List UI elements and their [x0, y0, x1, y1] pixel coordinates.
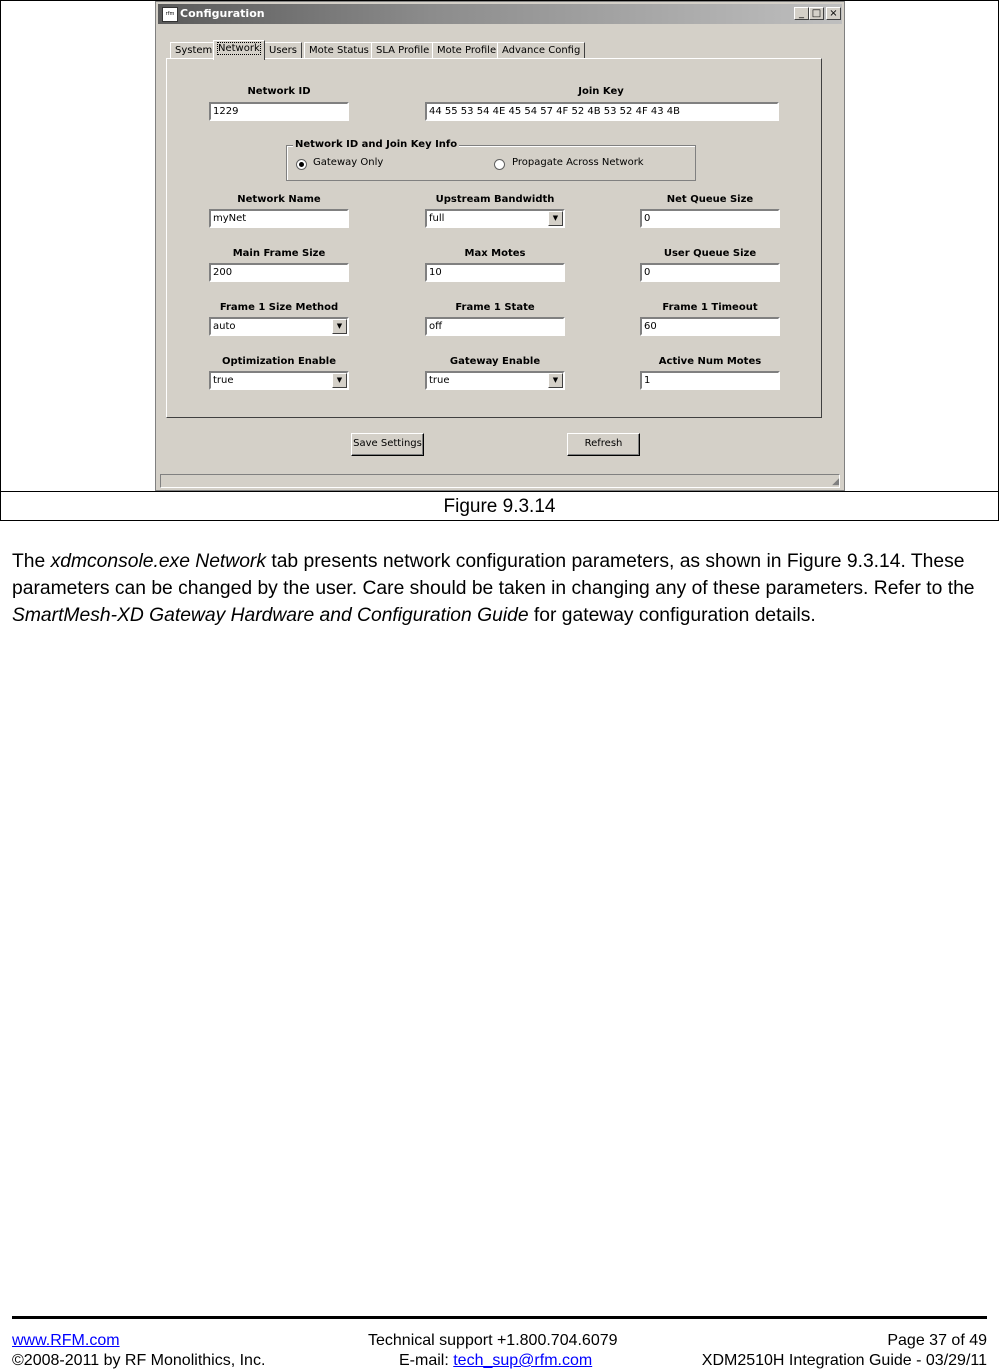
chevron-down-icon[interactable]: ▼ — [548, 211, 563, 226]
tab-advance-config[interactable]: Advance Config — [497, 42, 585, 59]
frame1-timeout-input[interactable]: 60 — [640, 317, 780, 336]
chevron-down-icon[interactable]: ▼ — [332, 319, 347, 334]
upstream-bandwidth-select[interactable]: full ▼ — [425, 209, 565, 228]
network-id-label: Network ID — [247, 86, 311, 97]
active-num-motes-input[interactable]: 1 — [640, 371, 780, 390]
network-name-input[interactable]: myNet — [209, 209, 349, 228]
active-num-motes-label: Active Num Motes — [658, 356, 762, 367]
page-number: Page 37 of 49 — [887, 1332, 987, 1349]
frame1-state-input[interactable]: off — [425, 317, 565, 336]
gateway-enable-select[interactable]: true ▼ — [425, 371, 565, 390]
window-title: Configuration — [180, 7, 265, 20]
close-button[interactable]: × — [826, 7, 841, 20]
net-queue-size-input[interactable]: 0 — [640, 209, 780, 228]
website-link[interactable]: www.RFM.com — [12, 1332, 120, 1349]
join-key-label: Join Key — [578, 86, 624, 97]
tab-mote-status[interactable]: Mote Status — [304, 42, 374, 59]
main-frame-size-input[interactable]: 200 — [209, 263, 349, 282]
chevron-down-icon[interactable]: ▼ — [332, 373, 347, 388]
frame1-timeout-label: Frame 1 Timeout — [662, 302, 758, 313]
figure-caption: Figure 9.3.14 — [443, 496, 556, 517]
join-key-input[interactable]: 44 55 53 54 4E 45 54 57 4F 52 4B 53 52 4F 43 4B — [425, 102, 779, 121]
propagate-radio[interactable] — [494, 159, 505, 170]
chevron-down-icon[interactable]: ▼ — [548, 373, 563, 388]
maximize-button[interactable]: □ — [809, 7, 824, 20]
optimization-enable-select[interactable]: true ▼ — [209, 371, 349, 390]
network-name-label: Network Name — [237, 194, 321, 205]
save-settings-button[interactable]: Save Settings — [351, 433, 424, 456]
gateway-enable-label: Gateway Enable — [449, 356, 541, 367]
copyright: ©2008-2011 by RF Monolithics, Inc. — [12, 1352, 266, 1369]
footer-rule — [12, 1316, 987, 1319]
app-icon: rfm — [162, 7, 178, 22]
tab-system[interactable]: System — [170, 42, 217, 59]
resize-grip-icon[interactable]: ◢ — [832, 477, 839, 487]
refresh-button[interactable]: Refresh — [567, 433, 640, 456]
network-id-input[interactable]: 1229 — [209, 102, 349, 121]
tab-network[interactable]: Network — [213, 40, 265, 60]
join-key-info-group — [286, 139, 696, 181]
frame1-state-label: Frame 1 State — [455, 302, 535, 313]
propagate-label: Propagate Across Network — [512, 157, 644, 168]
title-bar — [158, 4, 842, 24]
tab-users[interactable]: Users — [264, 42, 302, 59]
join-key-info-title: Network ID and Join Key Info — [295, 139, 458, 150]
net-queue-size-label: Net Queue Size — [666, 194, 754, 205]
configuration-window — [155, 1, 845, 491]
frame1-size-method-select[interactable]: auto ▼ — [209, 317, 349, 336]
max-motes-label: Max Motes — [464, 248, 526, 259]
max-motes-input[interactable]: 10 — [425, 263, 565, 282]
optimization-enable-label: Optimization Enable — [221, 356, 337, 367]
gateway-only-label: Gateway Only — [313, 157, 384, 168]
support-email: E-mail: tech_sup@rfm.com — [399, 1352, 593, 1369]
frame1-size-method-label: Frame 1 Size Method — [219, 302, 339, 313]
user-queue-size-label: User Queue Size — [663, 248, 757, 259]
email-link[interactable]: tech_sup@rfm.com — [453, 1352, 593, 1369]
body-paragraph: The xdmconsole.exe Network tab presents network configuration parameters, as shown in Figure 9.3.14. These parameters can be changed by the user. Care should be taken in changing any of these parameters. Refer to the SmartMesh-XD Gateway Hardware and Configuration Guide for gateway configuration details. — [12, 551, 975, 626]
support-phone: Technical support +1.800.704.6079 — [368, 1332, 618, 1349]
upstream-bandwidth-label: Upstream Bandwidth — [435, 194, 555, 205]
tab-mote-profile[interactable]: Mote Profile — [432, 42, 501, 59]
main-frame-size-label: Main Frame Size — [232, 248, 326, 259]
user-queue-size-input[interactable]: 0 — [640, 263, 780, 282]
gateway-only-radio[interactable] — [296, 159, 307, 170]
tab-sla-profile[interactable]: SLA Profile — [371, 42, 434, 59]
minimize-button[interactable]: _ — [794, 7, 809, 20]
document-title: XDM2510H Integration Guide - 03/29/11 — [701, 1352, 987, 1369]
status-bar — [160, 474, 840, 488]
figure-frame — [0, 0, 999, 521]
